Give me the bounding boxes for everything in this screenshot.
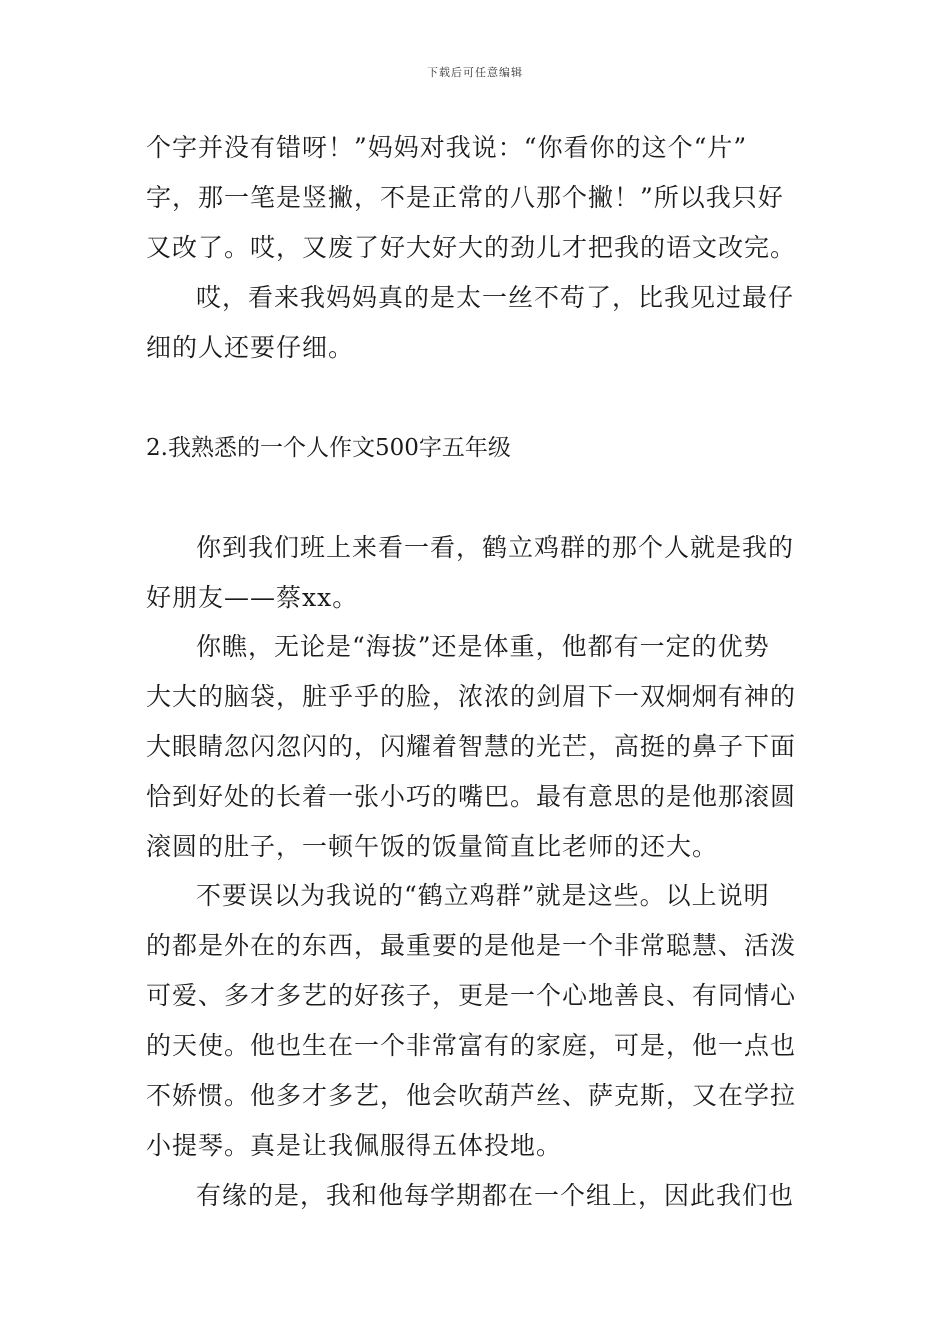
paragraph-line: 可爱、多才多艺的好孩子，更是一个心地善良、有同情心: [146, 981, 797, 1010]
paragraph-line: 又改了。哎，又废了好大好大的劲儿才把我的语文改完。: [146, 233, 797, 262]
paragraph-line: 哎，看来我妈妈真的是太一丝不苟了，比我见过最仔: [196, 283, 795, 312]
section-heading: 2.我熟悉的一个人作文500字五年级: [146, 435, 511, 461]
paragraph-line: 大眼睛忽闪忽闪的，闪耀着智慧的光芒，高挺的鼻子下面: [146, 732, 797, 761]
paragraph-line: 小提琴。真是让我佩服得五体投地。: [146, 1131, 563, 1160]
page-header: 下载后可任意编辑: [427, 66, 523, 79]
paragraph-line: 恰到好处的长着一张小巧的嘴巴。最有意思的是他那滚圆: [146, 782, 797, 811]
paragraph-line: 好朋友——蔡xx。: [146, 583, 359, 612]
paragraph-line: 大大的脑袋，脏乎乎的脸，浓浓的剑眉下一双炯炯有神的: [146, 682, 797, 711]
paragraph-line: 的都是外在的东西，最重要的是他是一个非常聪慧、活泼: [146, 931, 797, 960]
paragraph-line: 你到我们班上来看一看，鹤立鸡群的那个人就是我的: [196, 533, 795, 562]
paragraph-line: 个字并没有错呀！”妈妈对我说：“你看你的这个“片”: [146, 133, 748, 162]
paragraph-line: 不要误以为我说的“鹤立鸡群”就是这些。以上说明: [196, 881, 770, 910]
paragraph-line: 的天使。他也生在一个非常富有的家庭，可是，他一点也: [146, 1031, 797, 1060]
paragraph-line: 细的人还要仔细。: [146, 333, 355, 362]
paragraph-line: 字，那一笔是竖撇，不是正常的八那个撇！”所以我只好: [146, 183, 784, 212]
paragraph-line: 有缘的是，我和他每学期都在一个组上，因此我们也: [196, 1181, 795, 1210]
paragraph-line: 不娇惯。他多才多艺，他会吹葫芦丝、萨克斯，又在学拉: [146, 1081, 797, 1110]
paragraph-line: 滚圆的肚子，一顿午饭的饭量简直比老师的还大。: [146, 832, 719, 861]
paragraph-line: 你瞧，无论是“海拔”还是体重，他都有一定的优势: [196, 632, 770, 661]
